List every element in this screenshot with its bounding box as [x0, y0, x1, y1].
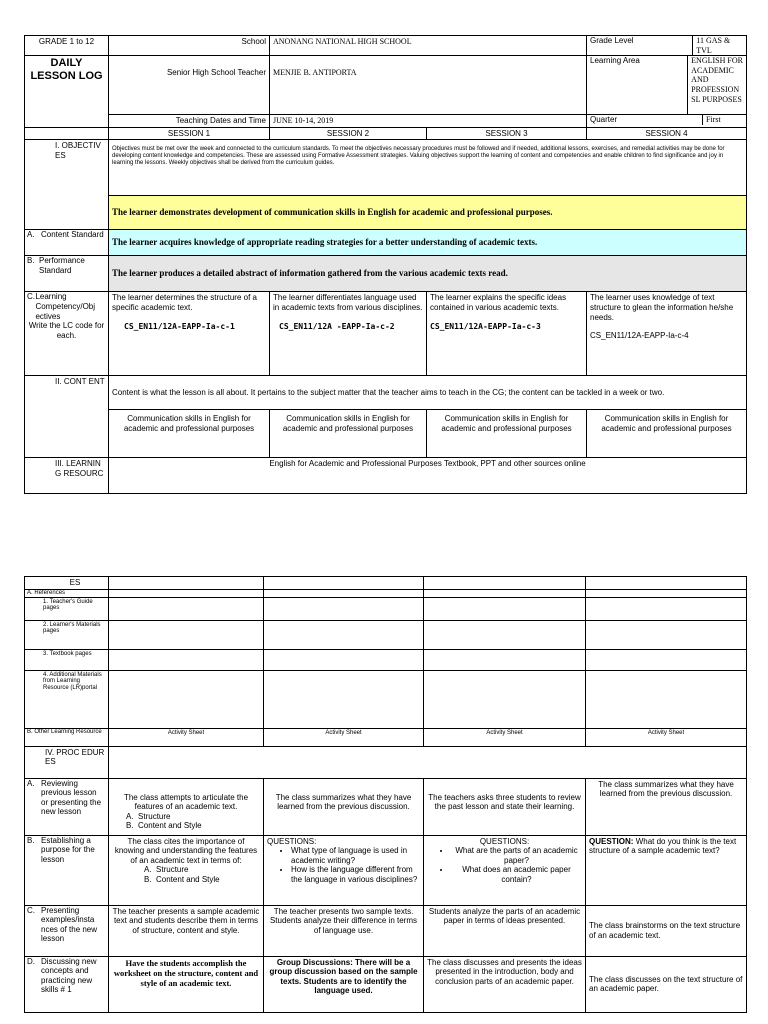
dates-value: JUNE 10-14, 2019 [270, 115, 587, 128]
proc-a-session-4: The class summarizes what they have learned from the previous discussion. [586, 778, 747, 835]
activity-sheet-4: Activity Sheet [586, 728, 747, 746]
learning-area-label: Learning Area [587, 56, 688, 114]
competency-note: Write the LC code for each. [28, 321, 105, 340]
lesson-log-table-top [24, 35, 747, 494]
proc-d-session-1: Have the students accomplish the worksheet on the structure, content and style of an academic text. [109, 956, 264, 1012]
resources-label: III. LEARNIN G RESOURC [25, 458, 109, 494]
proc-b-label: B. Establishing a purpose for the lesson [25, 835, 109, 905]
lc-code-3: CS_EN11/12A-EAPP-Ia-c-3 [430, 321, 541, 331]
content-label: II. CONT ENT [25, 376, 109, 458]
grade-level-value: 11 GAS & TVL [696, 36, 731, 55]
ref-additional-materials: 4. Additional Materials from Learning Resource (LR)portal [25, 670, 109, 728]
session-3-header: SESSION 3 [427, 127, 587, 140]
title-daily: DAILY [50, 57, 83, 70]
proc-c-session-2: The teacher presents two sample texts. Students analyze their difference in terms of language use. [264, 905, 424, 956]
quarter-value: First [706, 115, 721, 125]
objectives-label: I. OBJECTIV ES [25, 140, 109, 230]
ref-learners-materials: 2. Learner's Materials pages [25, 620, 109, 649]
content-note: Content is what the lesson is all about. It pertains to the subject matter that the teacher aims to teach in the CG; the content can be tackled in a week or two. [109, 376, 747, 410]
content-standard-text: The learner acquires knowledge of appropriate reading strategies for a better understanding of academic texts. [109, 230, 747, 256]
ref-textbook: 3. Textbook pages [25, 649, 109, 670]
proc-a-session-1: The class attempts to articulate the features of an academic text. A. Structure B. Content and Style [109, 778, 264, 835]
proc-d-label: D. Discussing new concepts and practicing new skills # 1 [25, 956, 109, 1012]
lc-code-2: CS_EN11/12A -EAPP-Ia-c-2 [279, 321, 395, 331]
proc-c-session-4: The class brainstorms on the text structure of an academic text. [586, 905, 747, 956]
performance-standard-letter: B. [27, 256, 35, 266]
proc-a-label: A. Reviewing previous lesson or presenting the new lesson [25, 778, 109, 835]
other-resource-label: B. Other Learning Resource [25, 728, 109, 746]
procedures-label: IV. PROC EDUR ES [25, 746, 109, 778]
teacher-value: MENJIE B. ANTIPORTA [270, 56, 587, 115]
grade-range: GRADE 1 to 12 [25, 36, 109, 56]
proc-d-session-2: Group Discussions: There will be a group discussion based on the sample texts. Students are to identify the language used. [264, 956, 424, 1012]
session-1-header: SESSION 1 [109, 127, 270, 140]
lc-code-1: CS_EN11/12A-EAPP-Ia-c-1 [124, 321, 235, 331]
ref-teachers-guide: 1. Teacher's Guide pages [25, 597, 109, 620]
competency-session-2: The learner differentiates language used in academic texts from various disciplines. CS_EN11/12A -EAPP-Ia-c-2 [270, 292, 427, 376]
learning-area-value: ENGLISH FOR ACADEMIC AND PROFESSION SL PURPOSES [691, 56, 743, 104]
proc-b-session-3: QUESTIONS: • What are the parts of an academic paper? • What does an academic paper contain? [424, 835, 586, 905]
proc-d-session-3: The class discusses and presents the ideas presented in the introduction, body and conclusion parts of an academic paper. [424, 956, 586, 1012]
performance-standard-text: The learner produces a detailed abstract of information gathered from the various academic texts read. [109, 256, 747, 292]
content-standard-letter: A. [27, 230, 35, 240]
competency-session-1: The learner determines the structure of a specific academic text. CS_EN11/12A-EAPP-Ia-c-1 [109, 292, 270, 376]
lc-code-4: CS_EN11/12A-EAPP-Ia-c-4 [590, 331, 689, 341]
quarter-label: Quarter [587, 115, 703, 125]
objectives-statement: The learner demonstrates development of communication skills in English for academic and professional purposes. [109, 196, 747, 230]
references-label: A. References [25, 589, 109, 597]
school-value: ANONANG NATIONAL HIGH SCHOOL [270, 36, 587, 56]
content-session-3: Communication skills in English for academic and professional purposes [427, 410, 587, 458]
session-4-header: SESSION 4 [587, 127, 747, 140]
dates-label: Teaching Dates and Time [109, 115, 270, 128]
proc-b-session-1: The class cites the importance of knowing and understanding the features of an academic text in terms of: A. Structure B. Content and Style [109, 835, 264, 905]
proc-a-session-3: The teachers asks three students to review the past lesson and state their learning. [424, 778, 586, 835]
title-lesson-log: LESSON LOG [30, 70, 103, 83]
proc-a-session-2: The class summarizes what they have learned from the previous discussion. [264, 778, 424, 835]
content-session-1: Communication skills in English for academic and professional purposes [109, 410, 270, 458]
content-session-2: Communication skills in English for academic and professional purposes [270, 410, 427, 458]
proc-b-session-4: QUESTION: What do you think is the text structure of a sample academic text? [586, 835, 747, 905]
competency-session-4: The learner uses knowledge of text structure to glean the information he/she needs. CS_EN11/12A-EAPP-Ia-c-4 [587, 292, 747, 376]
activity-sheet-3: Activity Sheet [424, 728, 586, 746]
session-2-header: SESSION 2 [270, 127, 427, 140]
proc-c-label: C. Presenting examples/insta nces of the new lesson [25, 905, 109, 956]
activity-sheet-1: Activity Sheet [109, 728, 264, 746]
competency-session-3: The learner explains the specific ideas contained in various academic texts. CS_EN11/12A-EAPP-Ia-c-3 [427, 292, 587, 376]
resources-text: English for Academic and Professional Purposes Textbook, PPT and other sources online [109, 458, 747, 494]
proc-c-session-1: The teacher presents a sample academic text and students describe them in terms of structure, content and style. [109, 905, 264, 956]
activity-sheet-2: Activity Sheet [264, 728, 424, 746]
school-label: School [109, 36, 270, 56]
competency-label: Learning Competency/Obj ectives [35, 292, 96, 321]
competency-letter: C. [27, 292, 35, 302]
lesson-log-table-bottom [24, 576, 747, 1013]
proc-c-session-3: Students analyze the parts of an academic paper in terms of ideas presented. [424, 905, 586, 956]
proc-b-session-2: QUESTIONS: • What type of language is used in academic writing? • How is the language different from the language in various disciplines? [264, 835, 424, 905]
objectives-note: Objectives must be met over the week and connected to the curriculum standards. To meet the objectives necessary procedures must be followed and if needed, additional lessons, exercises, and remedial activities may be done for developing content knowledge and competencies. These are assessed using Formative Assessment strategies. Valuing objectives support the learning of content and competencies and enable children to find significance and joy in learning the lessons. Weekly objectives shall be derived from the curriculum guides. [109, 140, 747, 196]
proc-d-session-4: The class discusses on the text structure of an academic paper. [586, 956, 747, 1012]
performance-standard-label: Performance Standard [39, 256, 85, 275]
content-session-4: Communication skills in English for academic and professional purposes [587, 410, 747, 458]
content-standard-label: Content Standard [41, 230, 104, 240]
es-label: ES [25, 577, 109, 590]
teacher-label: Senior High School Teacher [109, 56, 270, 115]
grade-level-label: Grade Level [587, 36, 693, 55]
